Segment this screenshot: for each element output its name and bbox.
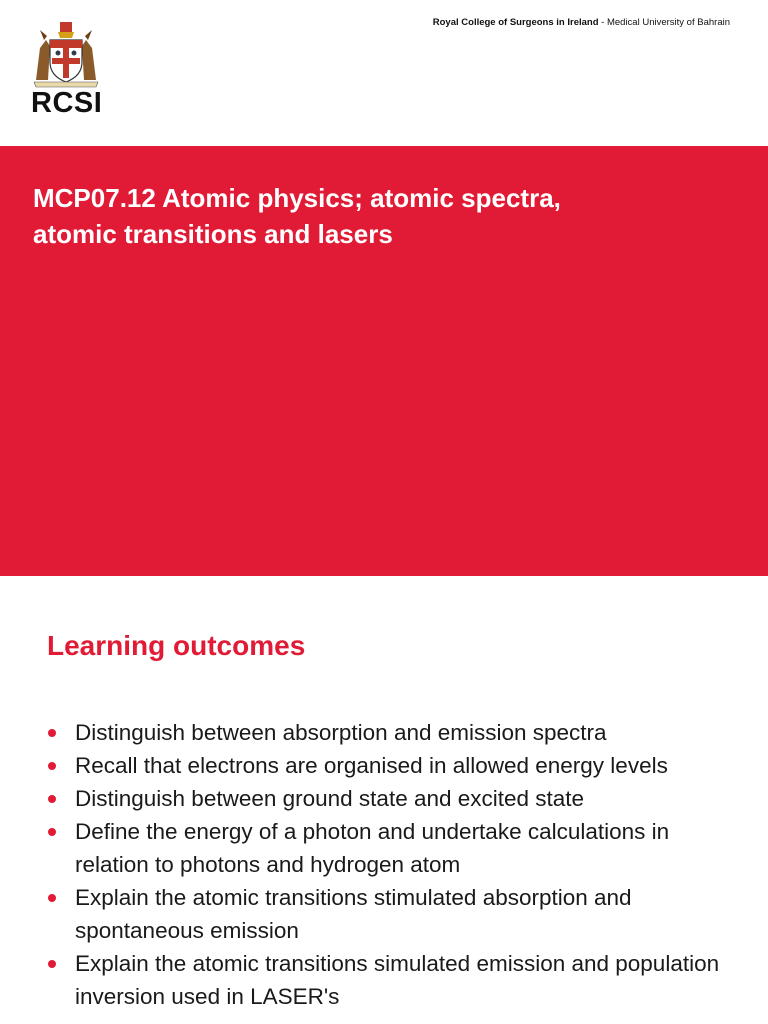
outcome-text: Distinguish between absorption and emission spectra — [75, 720, 607, 745]
list-item — [45, 881, 735, 947]
rcsi-crest-icon — [30, 18, 102, 88]
institution-line — [433, 17, 730, 28]
section-title: Learning outcomes — [47, 630, 306, 661]
list-item — [45, 815, 735, 881]
bullet-icon — [48, 729, 56, 737]
bullet-icon — [48, 960, 56, 968]
learning-outcomes-list — [45, 716, 735, 1013]
list-item — [45, 749, 735, 782]
page-title — [33, 180, 733, 252]
bullet-icon — [48, 762, 56, 770]
list-item — [45, 947, 735, 1013]
title-line-1: MCP07.12 Atomic physics; atomic spectra, — [33, 183, 561, 213]
bullet-icon — [48, 894, 56, 902]
logo-text: RCSI — [31, 87, 103, 119]
outcome-text: Distinguish between ground state and excited state — [75, 786, 585, 811]
page-header — [0, 0, 768, 146]
list-item — [45, 782, 735, 815]
outcome-text: Define the energy of a photon and undertake calculations in relation to photons and hydrogen atom — [75, 819, 670, 877]
campus-name: Medical University of Bahrain — [606, 17, 730, 28]
institution-separator: - — [598, 17, 607, 28]
bullet-icon — [48, 828, 56, 836]
title-line-2: atomic transitions and lasers — [33, 219, 393, 249]
list-item — [45, 716, 735, 749]
outcome-text: Explain the atomic transitions stimulated absorption and spontaneous emission — [75, 885, 632, 943]
title-banner — [0, 146, 768, 576]
institution-name: Royal College of Surgeons in Ireland — [432, 17, 599, 28]
bullet-icon — [48, 795, 56, 803]
outcome-text: Explain the atomic transitions simulated emission and population inversion used in LASER's — [75, 951, 720, 1009]
outcome-text: Recall that electrons are organised in allowed energy levels — [75, 753, 668, 778]
